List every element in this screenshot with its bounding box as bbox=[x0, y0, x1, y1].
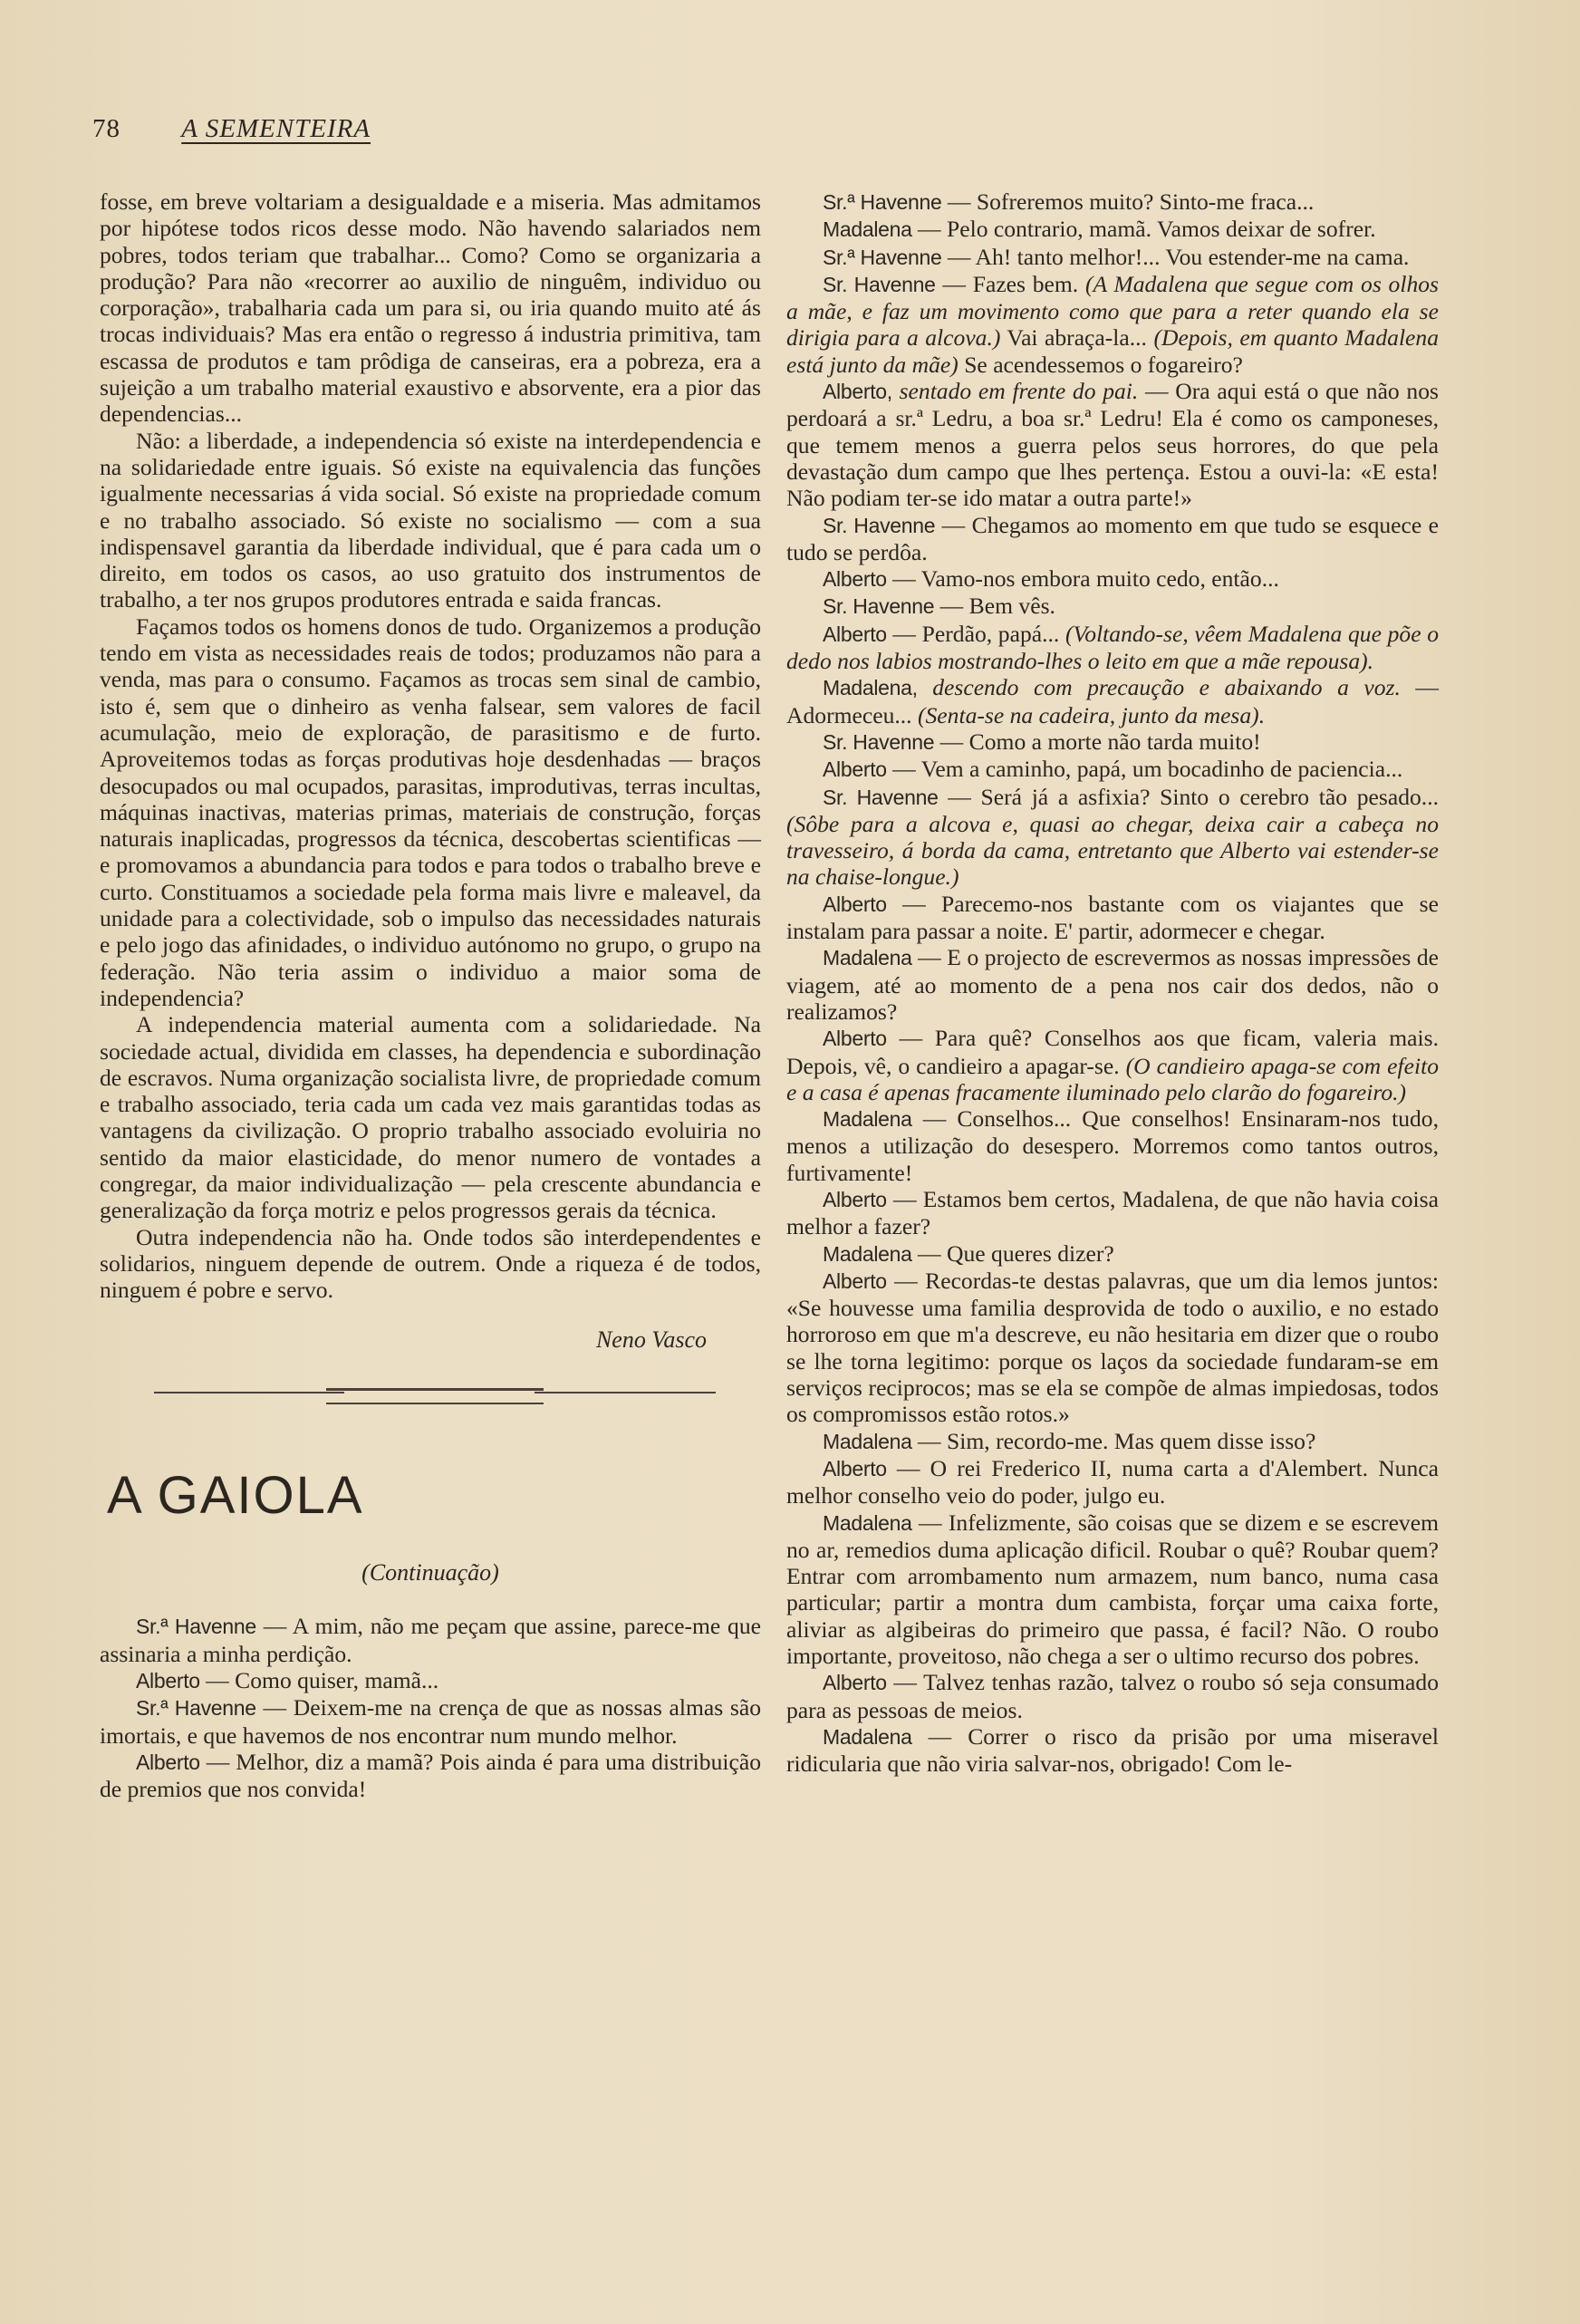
dialogue-line bbox=[786, 1428, 1439, 1455]
speaker-name: Sr.ª Havenne bbox=[823, 190, 942, 214]
speech-text: — Sofreremos muito? Sinto-me fraca... bbox=[941, 188, 1315, 215]
speaker-name: Alberto bbox=[823, 567, 887, 592]
speech-text: — Talvez tenhas razão, talvez o roubo só seja consumado para as pessoas de meios. bbox=[786, 1669, 1439, 1723]
speech-text: — Recordas-te destas palavras, que um dia lemos juntos: «Se houvesse uma familia desprovida de todo o auxilio, e no estado horroroso em que m'a descreve, eu não hesitaria em dizer que o roubo se lhe torna legitimo: porque os laços da sociedade fundaram-se em serviços reciprocos; mas se ela se compõe de almas impiedosas, todos os compromissos estão rotos.» bbox=[786, 1267, 1439, 1428]
speech-text: Vai abraça-la... bbox=[1000, 324, 1154, 352]
stage-direction: (O candieiro apaga-se com efeito e a casa é apenas fracamente iluminado pelo clarão do fogareiro.) bbox=[786, 1052, 1439, 1105]
speech-text: — Como quiser, mamã... bbox=[199, 1666, 439, 1693]
speaker-name: Sr. Havenne bbox=[823, 785, 939, 809]
page-number: 78 bbox=[92, 114, 120, 143]
dialogue-line bbox=[786, 944, 1439, 1025]
divider-rule bbox=[326, 1388, 544, 1391]
speaker-name: Alberto bbox=[136, 1668, 200, 1692]
dialogue-line bbox=[786, 1240, 1439, 1268]
dialogue-line bbox=[100, 1694, 761, 1749]
speaker-name: Sr.ª Havenne bbox=[136, 1615, 256, 1639]
speech-text: — Adormeceu... bbox=[786, 674, 1440, 728]
speech-text: — Deixem-me na crença de que as nossas almas são imortais, e que havemos de nos encontrar num mundo melhor. bbox=[100, 1694, 761, 1749]
dialogue-line bbox=[786, 1268, 1439, 1428]
stage-direction: (Depois, em quanto Madalena está junto da mãe) bbox=[786, 324, 1440, 378]
speech-text: — Infelizmente, são coisas que se dizem e se escrevem no ar, remedios duma aplicação dificil. Roubar o quê? Roubar quem? Entrar com arrombamento num armazem, num banco, numa casa particular; partir a montra dum cambista, forçar uma caixa forte, aliviar as algibeiras do primeiro que passa, é facil? Não. O roubo importante, proveitoso, não chega a ser o ultimo recurso dos pobres. bbox=[786, 1509, 1439, 1670]
speaker-name: Sr. Havenne bbox=[823, 729, 935, 754]
article-paragraph: A independencia material aumenta com a solidariedade. Na sociedade actual, dividida em classes, ha dependencia e subordinação de escravos. Numa organização socialista livre, de propriedade comum e trabalho associado, teria cada um cada vez mais garantidas todas as vantagens da civilização. O proprio trabalho associado evoluiria no sentido da maior elasticidade, do menor numero de vontades a congregar, da maior individualização — pela crescente abundancia e generalização da força motriz e pelos progressos gerais da técnica. bbox=[100, 1011, 761, 1224]
dialogue-line bbox=[786, 891, 1439, 945]
speaker-name: Madalena bbox=[823, 1241, 912, 1266]
dialogue-line bbox=[786, 565, 1439, 593]
speech-text: — Para quê? Conselhos aos que ficam, valeria mais. Depois, vê, o candieiro a apagar-se. bbox=[786, 1025, 1439, 1079]
dialogue-line bbox=[786, 1509, 1439, 1670]
speech-text: — Chegamos ao momento em que tudo se esquece e tudo se perdôa. bbox=[786, 511, 1440, 565]
speech-text: — Que queres dizer? bbox=[911, 1239, 1114, 1267]
dialogue-line bbox=[786, 1105, 1439, 1186]
speech-text: — Correr o risco da prisão por uma miseravel ridicularia que não viria salvar-nos, obrigado! Com le- bbox=[786, 1722, 1439, 1778]
divider-rule bbox=[535, 1392, 716, 1393]
stage-direction: (Voltando-se, vêem Madalena que põe o dedo nos labios mostrando-lhes o leito em que a mãe repousa). bbox=[786, 620, 1439, 675]
speaker-name: Alberto bbox=[823, 1187, 887, 1211]
stage-direction: sentado em frente do pai. bbox=[891, 378, 1139, 405]
article-paragraph: Outra independencia não ha. Onde todos são interdependentes e solidarios, ninguem depende de outrem. Onde a riqueza é de todos, ninguem é pobre e servo. bbox=[100, 1223, 761, 1304]
speaker-name: Sr. Havenne bbox=[823, 513, 936, 537]
speech-text: — Bem vês. bbox=[934, 593, 1055, 620]
dialogue-line bbox=[786, 1669, 1439, 1723]
speech-text: — Sim, recordo-me. Mas quem disse isso? bbox=[911, 1427, 1316, 1454]
speaker-name: Sr. Havenne bbox=[823, 594, 935, 619]
dialogue-line bbox=[786, 756, 1439, 783]
speaker-name: Sr.ª Havenne bbox=[136, 1696, 256, 1721]
speech-text: — Ora aqui está o que não nos perdoará a sr.ª Ledru, a boa sr.ª Ledru! Ela é como os camponeses, que temem menos a guerra pelos seus horrores, do que pela devastação dum campo que lhes pertença. Estou a ouvi-la: «E esta! Não podiam ter-se ido matar a outra parte!» bbox=[786, 378, 1439, 512]
article-paragraph: Façamos todos os homens donos de tudo. Organizemos a produção tendo em vista as necessidades reais de todos; produzamos não para a venda, mas para o consumo. Façamos as trocas sem sinal de cambio, isto é, sem que o dinheiro as venha falsear, sem valores de facil acumulação, meio de exploração, de parasitismo e de furto. Aproveitemos todas as forças produtivas hoje desdenhadas — braços desocupados ou mal ocupados, parasitas, improdutivas, terras incultas, máquinas inactivas, materias primas, materiais de construção, forças naturais inaplicadas, progressos da técnica, descobertas scientificas — e promovamos a abundancia para todos e para todos o trabalho breve e curto. Constituamos a sociedade pela forma mais livre e maleavel, da unidade para a colectividade, sob o impulso das necessidades naturais e pelo jogo das afinidades, o individuo autónomo no grupo, o grupo na federação. Não teria assim o individuo a maior soma de independencia? bbox=[100, 612, 761, 1011]
speaker-name: Madalena bbox=[823, 946, 912, 970]
dialogue-line bbox=[786, 512, 1439, 566]
dialogue-line bbox=[786, 244, 1439, 271]
stage-direction: descendo com precaução e abaixando a voz. bbox=[917, 674, 1401, 701]
speech-text: — Vamo-nos embora muito cedo, então... bbox=[886, 565, 1279, 593]
speech-text: — Fazes bem. bbox=[935, 270, 1085, 297]
speech-text: — Parecemo-nos bastante com os viajantes que se instalam para passar a noite. E' partir, adormecer e chegar. bbox=[786, 890, 1439, 945]
dialogue-line bbox=[786, 593, 1439, 620]
speaker-name: Alberto bbox=[823, 892, 887, 916]
speaker-name: Alberto bbox=[823, 1671, 887, 1695]
speech-text: — Estamos bem certos, Madalena, de que não havia coisa melhor a fazer? bbox=[786, 1185, 1439, 1240]
dialogue-line bbox=[786, 378, 1439, 511]
stage-direction: (Sôbe para a alcova e, quasi ao chegar, deixa cair a cabeça no travesseiro, á borda da cama, entretanto que Alberto vai estender-se na chaise-longue.) bbox=[786, 810, 1439, 891]
speech-text: — Será já a asfixia? Sinto o cerebro tão pesado... bbox=[938, 783, 1439, 810]
stage-direction: (A Madalena que segue com os olhos a mãe, e faz um movimento como que para a reter quando ela se dirigia para a alcova.) bbox=[786, 270, 1440, 352]
speaker-name: Sr. Havenne bbox=[823, 272, 936, 296]
speaker-name: Madalena bbox=[823, 1724, 912, 1749]
speaker-name: Madalena bbox=[823, 1107, 912, 1132]
speaker-name: Sr.ª Havenne bbox=[823, 245, 942, 269]
dialogue-line bbox=[786, 1455, 1439, 1509]
section-divider bbox=[100, 1368, 761, 1426]
speech-text: — Vem a caminho, papá, um bocadinho de paciencia... bbox=[886, 756, 1403, 783]
speech-text: — E o projecto de escrevermos as nossas impressões de viagem, até ao momento de a pena nos cair dos dedos, não o realizamos? bbox=[786, 944, 1439, 1025]
stage-direction: (Senta-se na cadeira, junto da mesa). bbox=[917, 701, 1266, 728]
dialogue-line bbox=[786, 1186, 1439, 1240]
right-column bbox=[786, 188, 1439, 1778]
speech-text: — Conselhos... Que conselhos! Ensinaram-nos tudo, menos a utilização do desespero. Morremos como tantos outros, furtivamente! bbox=[786, 1105, 1439, 1186]
dialogue-line bbox=[786, 271, 1439, 378]
dialogue-line bbox=[100, 1613, 761, 1667]
section-title: A GAIOLA bbox=[107, 1465, 364, 1525]
dialogue-line bbox=[786, 216, 1439, 243]
dialogue-line bbox=[786, 621, 1439, 675]
speech-text: — A mim, não me peçam que assine, parece-me que assinaria a minha perdição. bbox=[100, 1613, 761, 1667]
author-signature: Neno Vasco bbox=[595, 1326, 707, 1354]
speaker-name: Alberto bbox=[823, 1027, 887, 1051]
speaker-name: Alberto bbox=[823, 622, 887, 646]
page-header bbox=[92, 114, 371, 144]
speaker-name: Alberto bbox=[823, 1268, 887, 1293]
speech-text: — Ah! tanto melhor!... Vou estender-me na cama. bbox=[941, 243, 1410, 270]
continuation-note: (Continuação) bbox=[361, 1559, 499, 1586]
divider-rule bbox=[154, 1392, 344, 1393]
left-column bbox=[100, 188, 761, 1802]
dialogue-line bbox=[100, 1667, 761, 1694]
speech-text: — O rei Frederico II, numa carta a d'Alembert. Nunca melhor conselho veio do poder, julgo eu. bbox=[786, 1454, 1439, 1509]
magazine-title: A SEMENTEIRA bbox=[181, 114, 371, 143]
speech-text: — Como a morte não tarda muito! bbox=[934, 728, 1261, 755]
dialogue-line bbox=[100, 1749, 761, 1803]
speaker-name: Madalena bbox=[823, 1429, 912, 1453]
speaker-name: Alberto bbox=[823, 757, 887, 782]
dialogue-line bbox=[786, 674, 1439, 728]
speaker-name: Madalena bbox=[823, 217, 912, 242]
dialogue-line bbox=[786, 784, 1439, 891]
speaker-name: Madalena, bbox=[823, 676, 918, 700]
divider-rule bbox=[326, 1403, 544, 1404]
article-paragraph: Não: a liberdade, a independencia só existe na interdependencia e na solidariedade entre iguais. Só existe na equivalencia das funções igualmente necessarias á vida social. Só existe na propriedade comum e no trabalho associado. Só existe no socialismo — com a sua indispensavel garantia da liberdade individual, que é para cada um o direito, em todos os casos, ao uso gratuito dos instrumentos de trabalho, a ter nos grupos produtores entrada e saida francas. bbox=[100, 427, 761, 613]
speech-text: Se acendessemos o fogareiro? bbox=[958, 351, 1243, 378]
speech-text: — Perdão, papá... bbox=[886, 620, 1065, 647]
speaker-name: Alberto bbox=[136, 1750, 200, 1774]
dialogue-line bbox=[786, 1723, 1439, 1778]
speaker-name: Alberto bbox=[823, 1456, 887, 1480]
speaker-name: Madalena bbox=[823, 1510, 912, 1535]
dialogue-line bbox=[786, 188, 1439, 216]
speech-text: — Pelo contrario, mamã. Vamos deixar de sofrer. bbox=[911, 216, 1376, 243]
dialogue-line bbox=[786, 728, 1439, 756]
dialogue-line bbox=[786, 1025, 1439, 1105]
speaker-name: Alberto, bbox=[823, 380, 892, 404]
article-paragraph: fosse, em breve voltariam a desigualdade e a miseria. Mas admitamos por hipótese todos ricos desse modo. Não havendo salariados nem pobres, todos teriam que trabalhar... Como? Como se organizaria a produção? Para não «recorrer ao auxilio de ninguêm, individuo ou corporação», trabalharia cada um para si, ou iria quando muito até ás trocas individuais? Mas era então o regresso á industria primitiva, tam escassa de produtos e tam prôdiga de canseiras, era a pobreza, era a sujeição a um trabalho material exaustivo e absorvente, era a pior das dependencias... bbox=[100, 188, 761, 428]
speech-text: — Melhor, diz a mamã? Pois ainda é para uma distribuição de premios que nos convida! bbox=[100, 1748, 761, 1803]
